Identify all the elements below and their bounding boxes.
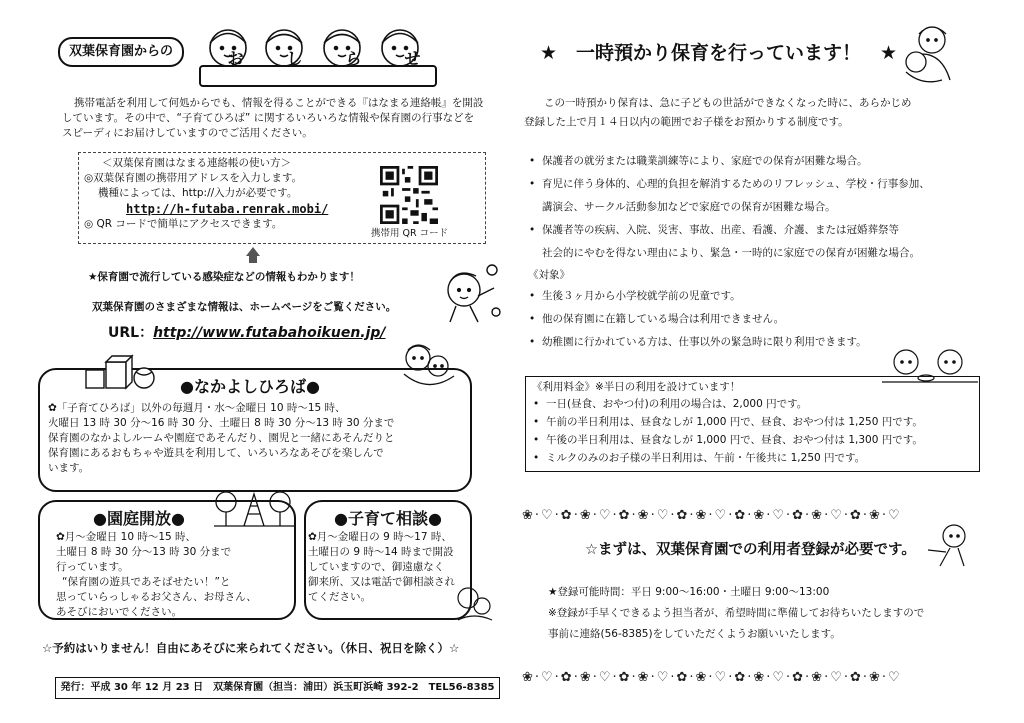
registration-note: 事前に連絡(56-8385)をしていただくようお願いいたします。 bbox=[548, 628, 841, 640]
flower-heart-border: ❀·♡·✿·❀·♡·✿·❀·♡·✿·❀·♡·✿·❀·♡·✿·❀·♡·✿·❀·♡ bbox=[522, 508, 902, 523]
usage-title: ＜双葉保育園はなまる連絡帳の使い方＞ bbox=[102, 157, 291, 169]
running-child-illustration bbox=[440, 262, 502, 328]
playground-illustration bbox=[214, 488, 294, 528]
fee-item: • 午後の半日利用は、昼食なしが 1,000 円で、昼食、おやつ付は 1,300 円です。 bbox=[532, 431, 923, 449]
teien-line: ✿月～金曜日 10 時～15 時、 bbox=[56, 531, 197, 543]
teien-line: 土曜日 8 時 30 分～13 時 30 分まで bbox=[56, 546, 232, 558]
footer-info: 発行：平成 30 年 12 月 23 日 双葉保育園（担当：浦田）浜玉町浜崎 392-2 TEL56-8385 bbox=[55, 677, 500, 699]
reason-item: • 育児に伴う身体的、心理的負担を解消するためのリフレッシュ、学校・行事参加、 bbox=[528, 173, 930, 196]
fee-title: 《利用料金》※半日の利用を設けています！ bbox=[532, 381, 741, 393]
registration-title: ☆まずは、双葉保育園での利用者登録が必要です。 bbox=[585, 542, 916, 558]
teien-line: “保育園の遊具であそばせたい！”と bbox=[62, 576, 231, 588]
usage-line: 機種によっては、http://入力が必要です。 bbox=[98, 187, 298, 199]
intro-line: しています。その中で、“子育てひろば” に関するいろいろな情報や保育園の行事などを bbox=[62, 112, 475, 124]
reason-item: • 保護者の就労または職業訓練等により、家庭での保育が困難な場合。 bbox=[528, 150, 930, 173]
target-item: • 幼稚園に行かれている方は、仕事以外の緊急時に限り利用できます。 bbox=[528, 331, 930, 354]
mobile-url[interactable]: http://h-futaba.renrak.mobi/ bbox=[126, 202, 329, 216]
nakayoshi-line: ✿「子育てひろば」以外の毎週月・水～金曜日 10 時～15 時、 bbox=[48, 402, 346, 414]
nakayoshi-line: 保育園にあるおもちゃや遊具を利用して、いろいろなあそびを楽しんで bbox=[48, 447, 384, 459]
parent-child-illustration bbox=[394, 340, 462, 390]
homepage-url-label: URL： bbox=[108, 325, 154, 341]
target-item: • 生後３ヶ月から小学校就学前の児童です。 bbox=[528, 285, 930, 308]
qr-code-icon[interactable] bbox=[380, 166, 438, 224]
homepage-note: 双葉保育園のさまざまな情報は、ホームページをご覧ください。 bbox=[92, 301, 397, 313]
usage-line: ◎双葉保育園の携帯用アドレスを入力します。 bbox=[84, 172, 303, 184]
blocks-illustration bbox=[82, 354, 156, 394]
intro-line: 携帯電話を利用して何処からでも、情報を得ることができる『はなまる連絡帳』を開設 bbox=[74, 97, 484, 109]
ichiji-intro-line: この一時預かり保育は、急に子どもの世話ができなくなった時に、あらかじめ bbox=[544, 97, 912, 109]
infection-note: ★保育園で流行している感染症などの情報もわかります！ bbox=[88, 271, 360, 283]
oshirase-letter: ら bbox=[345, 49, 362, 68]
flower-heart-border: ❀·♡·✿·❀·♡·✿·❀·♡·✿·❀·♡·✿·❀·♡·✿·❀·♡·✿·❀·♡ bbox=[522, 670, 902, 685]
registration-hours: ★登録可能時間：平日 9:00～16:00・土曜日 9:00～13:00 bbox=[548, 586, 830, 598]
teien-line: 思っていらっしゃるお父さん、お母さん、 bbox=[56, 591, 257, 603]
nakayoshi-title: ●なかよしひろば● bbox=[180, 377, 320, 396]
sodan-line: していますので、御遠慮なく bbox=[308, 561, 445, 573]
sodan-title: ●子育て相談● bbox=[334, 509, 442, 528]
reason-item: 講演会、サークル活動参加などで家庭での保育が困難な場合。 bbox=[542, 201, 836, 213]
ichiji-title: ★ 一時預かり保育を行っています！ ★ bbox=[540, 42, 898, 64]
qr-caption: 携帯用 QR コード bbox=[371, 228, 449, 239]
fee-item: • ミルクのみのお子様の半日利用は、午前・午後共に 1,250 円です。 bbox=[532, 449, 923, 467]
usage-line: ◎ QR コードで簡単にアクセスできます。 bbox=[84, 218, 283, 230]
target-label: 《対象》 bbox=[528, 269, 570, 281]
registration-note: ※登録が手早くできるよう担当者が、希望時間に準備してお待ちいたしますので bbox=[548, 607, 925, 619]
arrow-up-icon bbox=[246, 247, 260, 256]
fee-item: • 午前の半日利用は、昼食なしが 1,000 円で、昼食、おやつ付は 1,250 円です。 bbox=[532, 413, 923, 431]
arrow-stem bbox=[249, 256, 257, 263]
oshirase-letter: お bbox=[227, 49, 244, 68]
nakayoshi-line: 保育園のなかよしルームや園庭であそんだり、園児と一緒にあそんだりと bbox=[48, 432, 395, 444]
sodan-line: てください。 bbox=[308, 591, 371, 603]
mother-baby-illustration bbox=[452, 584, 496, 624]
homepage-url[interactable]: http://www.futabahoikuen.jp/ bbox=[153, 325, 386, 341]
no-reservation-note: ☆予約はいりません！自由にあそびに来られてください。（休日、祝日を除く）☆ bbox=[42, 641, 460, 655]
reason-item: 社会的にやむを得ない理由により、緊急・一時的に家庭での保育が困難な場合。 bbox=[542, 247, 920, 259]
nakayoshi-line: います。 bbox=[48, 462, 90, 474]
intro-line: スピーディにお届けしていますのでご活用ください。 bbox=[62, 127, 313, 139]
teien-title: ●園庭開放● bbox=[93, 509, 185, 528]
pointing-child-illustration bbox=[926, 520, 978, 570]
oshirase-letter: し bbox=[286, 49, 303, 68]
nakayoshi-line: 火曜日 13 時 30 分～16 時 30 分、土曜日 8 時 30 分～13 時 30 分まで bbox=[48, 417, 395, 429]
sodan-line: ✿月～金曜日の 9 時～17 時、 bbox=[308, 531, 452, 543]
oshirase-letter: せ bbox=[404, 49, 421, 68]
header-label: 双葉保育園からの bbox=[58, 37, 184, 67]
fee-item: • 一日(昼食、おやつ付)の利用の場合は、2,000 円です。 bbox=[532, 395, 923, 413]
sodan-line: 御来所、又は電話で御相談され bbox=[308, 576, 455, 588]
target-item: • 他の保育園に在籍している場合は利用できません。 bbox=[528, 308, 930, 331]
teien-line: 行っています。 bbox=[56, 561, 129, 573]
teien-line: あそびにおいでください。 bbox=[56, 606, 182, 618]
reason-item: • 保護者等の疾病、入院、災害、事故、出産、看護、介護、または冠婚葬祭等 bbox=[528, 219, 930, 242]
ichiji-intro-line: 登録した上で月１４日以内の範囲でお子様をお預かりする制度です。 bbox=[524, 116, 849, 128]
mother-holding-baby-illustration bbox=[892, 20, 962, 90]
sodan-line: 土曜日の 9 時～14 時まで開設 bbox=[308, 546, 454, 558]
